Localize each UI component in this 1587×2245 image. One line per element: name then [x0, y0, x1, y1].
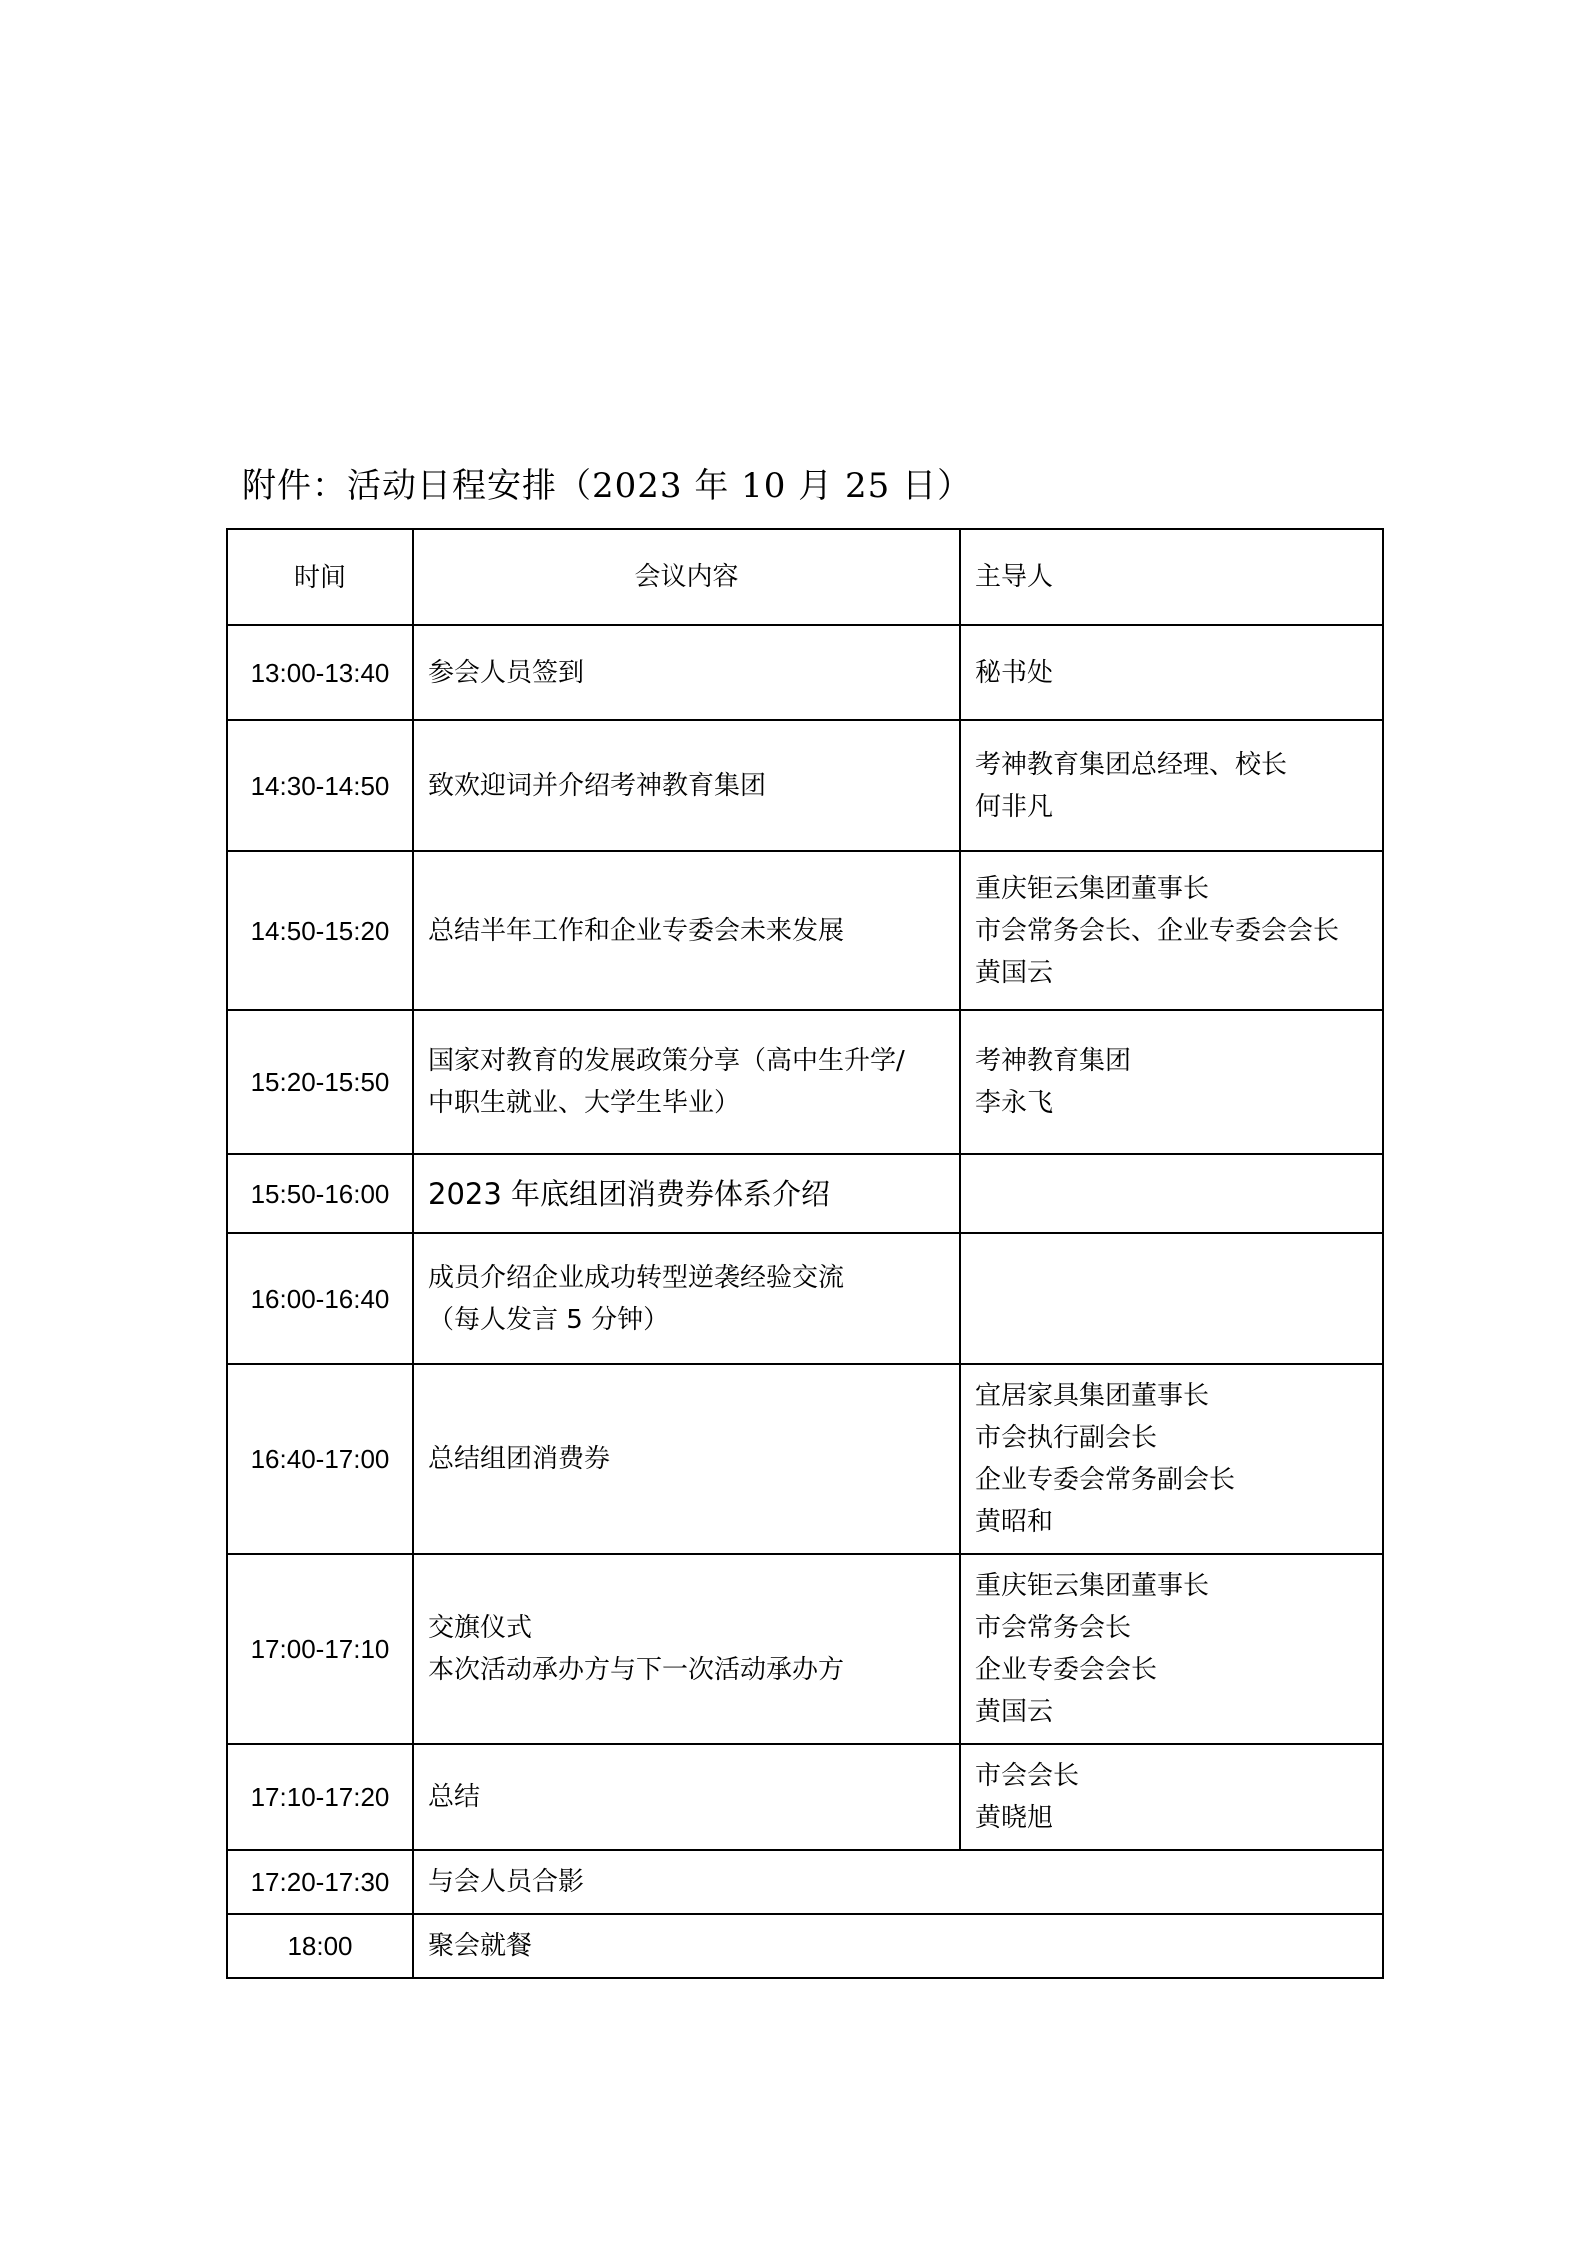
row-content: [413, 1364, 960, 1554]
row-time: 15:50-16:00: [227, 1154, 413, 1233]
header-host: 主导人: [960, 529, 1383, 625]
host-line: 重庆钜云集团董事长: [975, 1571, 1210, 1601]
row-host-empty: [960, 1154, 1383, 1233]
host-line: 黄昭和: [975, 1507, 1054, 1537]
row-time: 17:10-17:20: [227, 1744, 413, 1850]
table-row: [227, 1744, 1383, 1850]
row-time: 18:00: [227, 1914, 413, 1978]
host-line: 黄晓旭: [975, 1803, 1054, 1833]
host-line: 企业专委会常务副会长: [975, 1465, 1236, 1495]
host-line: 秘书处: [975, 657, 1054, 688]
table-row: [227, 720, 1383, 851]
host-line: 考神教育集团总经理、校长: [975, 749, 1288, 780]
content-line: 本次活动承办方与下一次活动承办方: [428, 1655, 845, 1685]
row-host-empty: [960, 1233, 1383, 1364]
row-host: [960, 720, 1383, 851]
row-content: [413, 720, 960, 851]
host-line: 市会常务会长: [975, 1613, 1132, 1643]
content-line: 国家对教育的发展政策分享（高中生升学/: [428, 1046, 905, 1076]
table-row: [227, 1914, 1383, 1978]
table-row: [227, 851, 1383, 1010]
content-line: 成员介绍企业成功转型逆袭经验交流: [428, 1262, 845, 1293]
row-content: [413, 1010, 960, 1154]
host-line: 市会执行副会长: [975, 1423, 1158, 1453]
table-header-row: [227, 529, 1383, 625]
host-line: 宜居家具集团董事长: [975, 1381, 1210, 1411]
content-line: 致欢迎词并介绍考神教育集团: [428, 770, 767, 801]
row-host: [960, 1010, 1383, 1154]
header-content: 会议内容: [413, 529, 960, 625]
table-row: [227, 1154, 1383, 1233]
table-row: [227, 1850, 1383, 1914]
host-line: 考神教育集团: [975, 1046, 1132, 1076]
table-row: [227, 1233, 1383, 1364]
host-line: 李永飞: [975, 1088, 1054, 1118]
document-title: 附件：活动日程安排（2023 年 10 月 25 日）: [242, 466, 973, 506]
content-line: 与会人员合影: [428, 1867, 585, 1897]
row-content-merged: [413, 1850, 1383, 1914]
row-host: [960, 851, 1383, 1010]
row-host: [960, 1364, 1383, 1554]
row-content: [413, 851, 960, 1010]
content-line: 交旗仪式: [428, 1613, 533, 1643]
content-line: 总结半年工作和企业专委会未来发展: [428, 915, 845, 946]
row-time: 13:00-13:40: [227, 625, 413, 720]
row-content: [413, 625, 960, 720]
host-line: 黄国云: [975, 957, 1054, 988]
table-row: [227, 625, 1383, 720]
content-line: 2023 年底组团消费券体系介绍: [428, 1176, 831, 1211]
row-content: [413, 1233, 960, 1364]
content-line: 总结: [428, 1782, 481, 1812]
table-row: [227, 1554, 1383, 1744]
row-content: [413, 1154, 960, 1233]
header-time: 时间: [227, 529, 413, 625]
row-time: 16:00-16:40: [227, 1233, 413, 1364]
row-host: [960, 1744, 1383, 1850]
row-time: 17:20-17:30: [227, 1850, 413, 1914]
row-time: 14:50-15:20: [227, 851, 413, 1010]
row-time: 16:40-17:00: [227, 1364, 413, 1554]
row-time: 15:20-15:50: [227, 1010, 413, 1154]
host-line: 企业专委会会长: [975, 1655, 1158, 1685]
host-line: 市会常务会长、企业专委会会长: [975, 915, 1340, 946]
host-line: 重庆钜云集团董事长: [975, 873, 1210, 904]
host-line: 市会会长: [975, 1761, 1080, 1791]
content-line: 中职生就业、大学生毕业）: [428, 1088, 741, 1118]
table-row: [227, 1010, 1383, 1154]
row-time: 14:30-14:50: [227, 720, 413, 851]
host-line: 何非凡: [975, 791, 1054, 822]
row-content: [413, 1554, 960, 1744]
table-row: [227, 1364, 1383, 1554]
content-line: 参会人员签到: [428, 657, 585, 688]
content-line: 总结组团消费券: [428, 1444, 611, 1474]
row-content: [413, 1744, 960, 1850]
row-host: [960, 625, 1383, 720]
host-line: 黄国云: [975, 1697, 1054, 1727]
content-line: （每人发言 5 分钟）: [428, 1304, 670, 1335]
row-content-merged: [413, 1914, 1383, 1978]
row-time: 17:00-17:10: [227, 1554, 413, 1744]
content-line: 聚会就餐: [428, 1931, 533, 1961]
schedule-table: [226, 528, 1384, 1979]
row-host: [960, 1554, 1383, 1744]
